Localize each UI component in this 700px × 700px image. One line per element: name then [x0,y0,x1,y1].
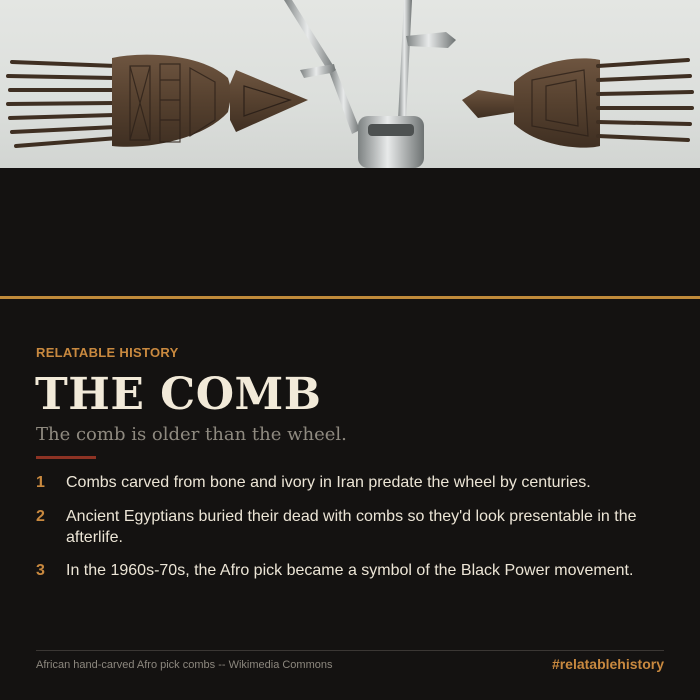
hashtag[interactable]: #relatablehistory [551,656,664,672]
fact-text: In the 1960s-70s, the Afro pick became a symbol of the Black Power movement. [66,562,634,579]
left-comb [8,55,308,147]
fact-item [36,506,666,548]
footer-divider [36,650,664,651]
fact-number: 1 [36,474,45,491]
photo-credit: African hand-carved Afro pick combs -- Wikimedia Commons [36,659,333,671]
metal-pick [284,0,456,168]
fact-list [36,472,666,594]
page-subtitle: The comb is older than the wheel. [36,424,347,445]
fact-text: Ancient Egyptians buried their dead with combs so they'd look presentable in the afterlife. [66,508,637,546]
gold-divider [0,296,700,299]
hero-photo [0,0,700,168]
fact-item [36,560,666,582]
fact-number: 2 [36,508,45,525]
fact-number: 3 [36,562,45,579]
red-accent-rule [36,456,96,459]
fact-item [36,472,666,494]
page-title: THE COMB [35,369,322,420]
right-comb [462,58,692,147]
series-kicker: RELATABLE HISTORY [36,345,179,360]
fact-text: Combs carved from bone and ivory in Iran predate the wheel by centuries. [66,474,591,491]
comb-photo-illustration [0,0,700,168]
